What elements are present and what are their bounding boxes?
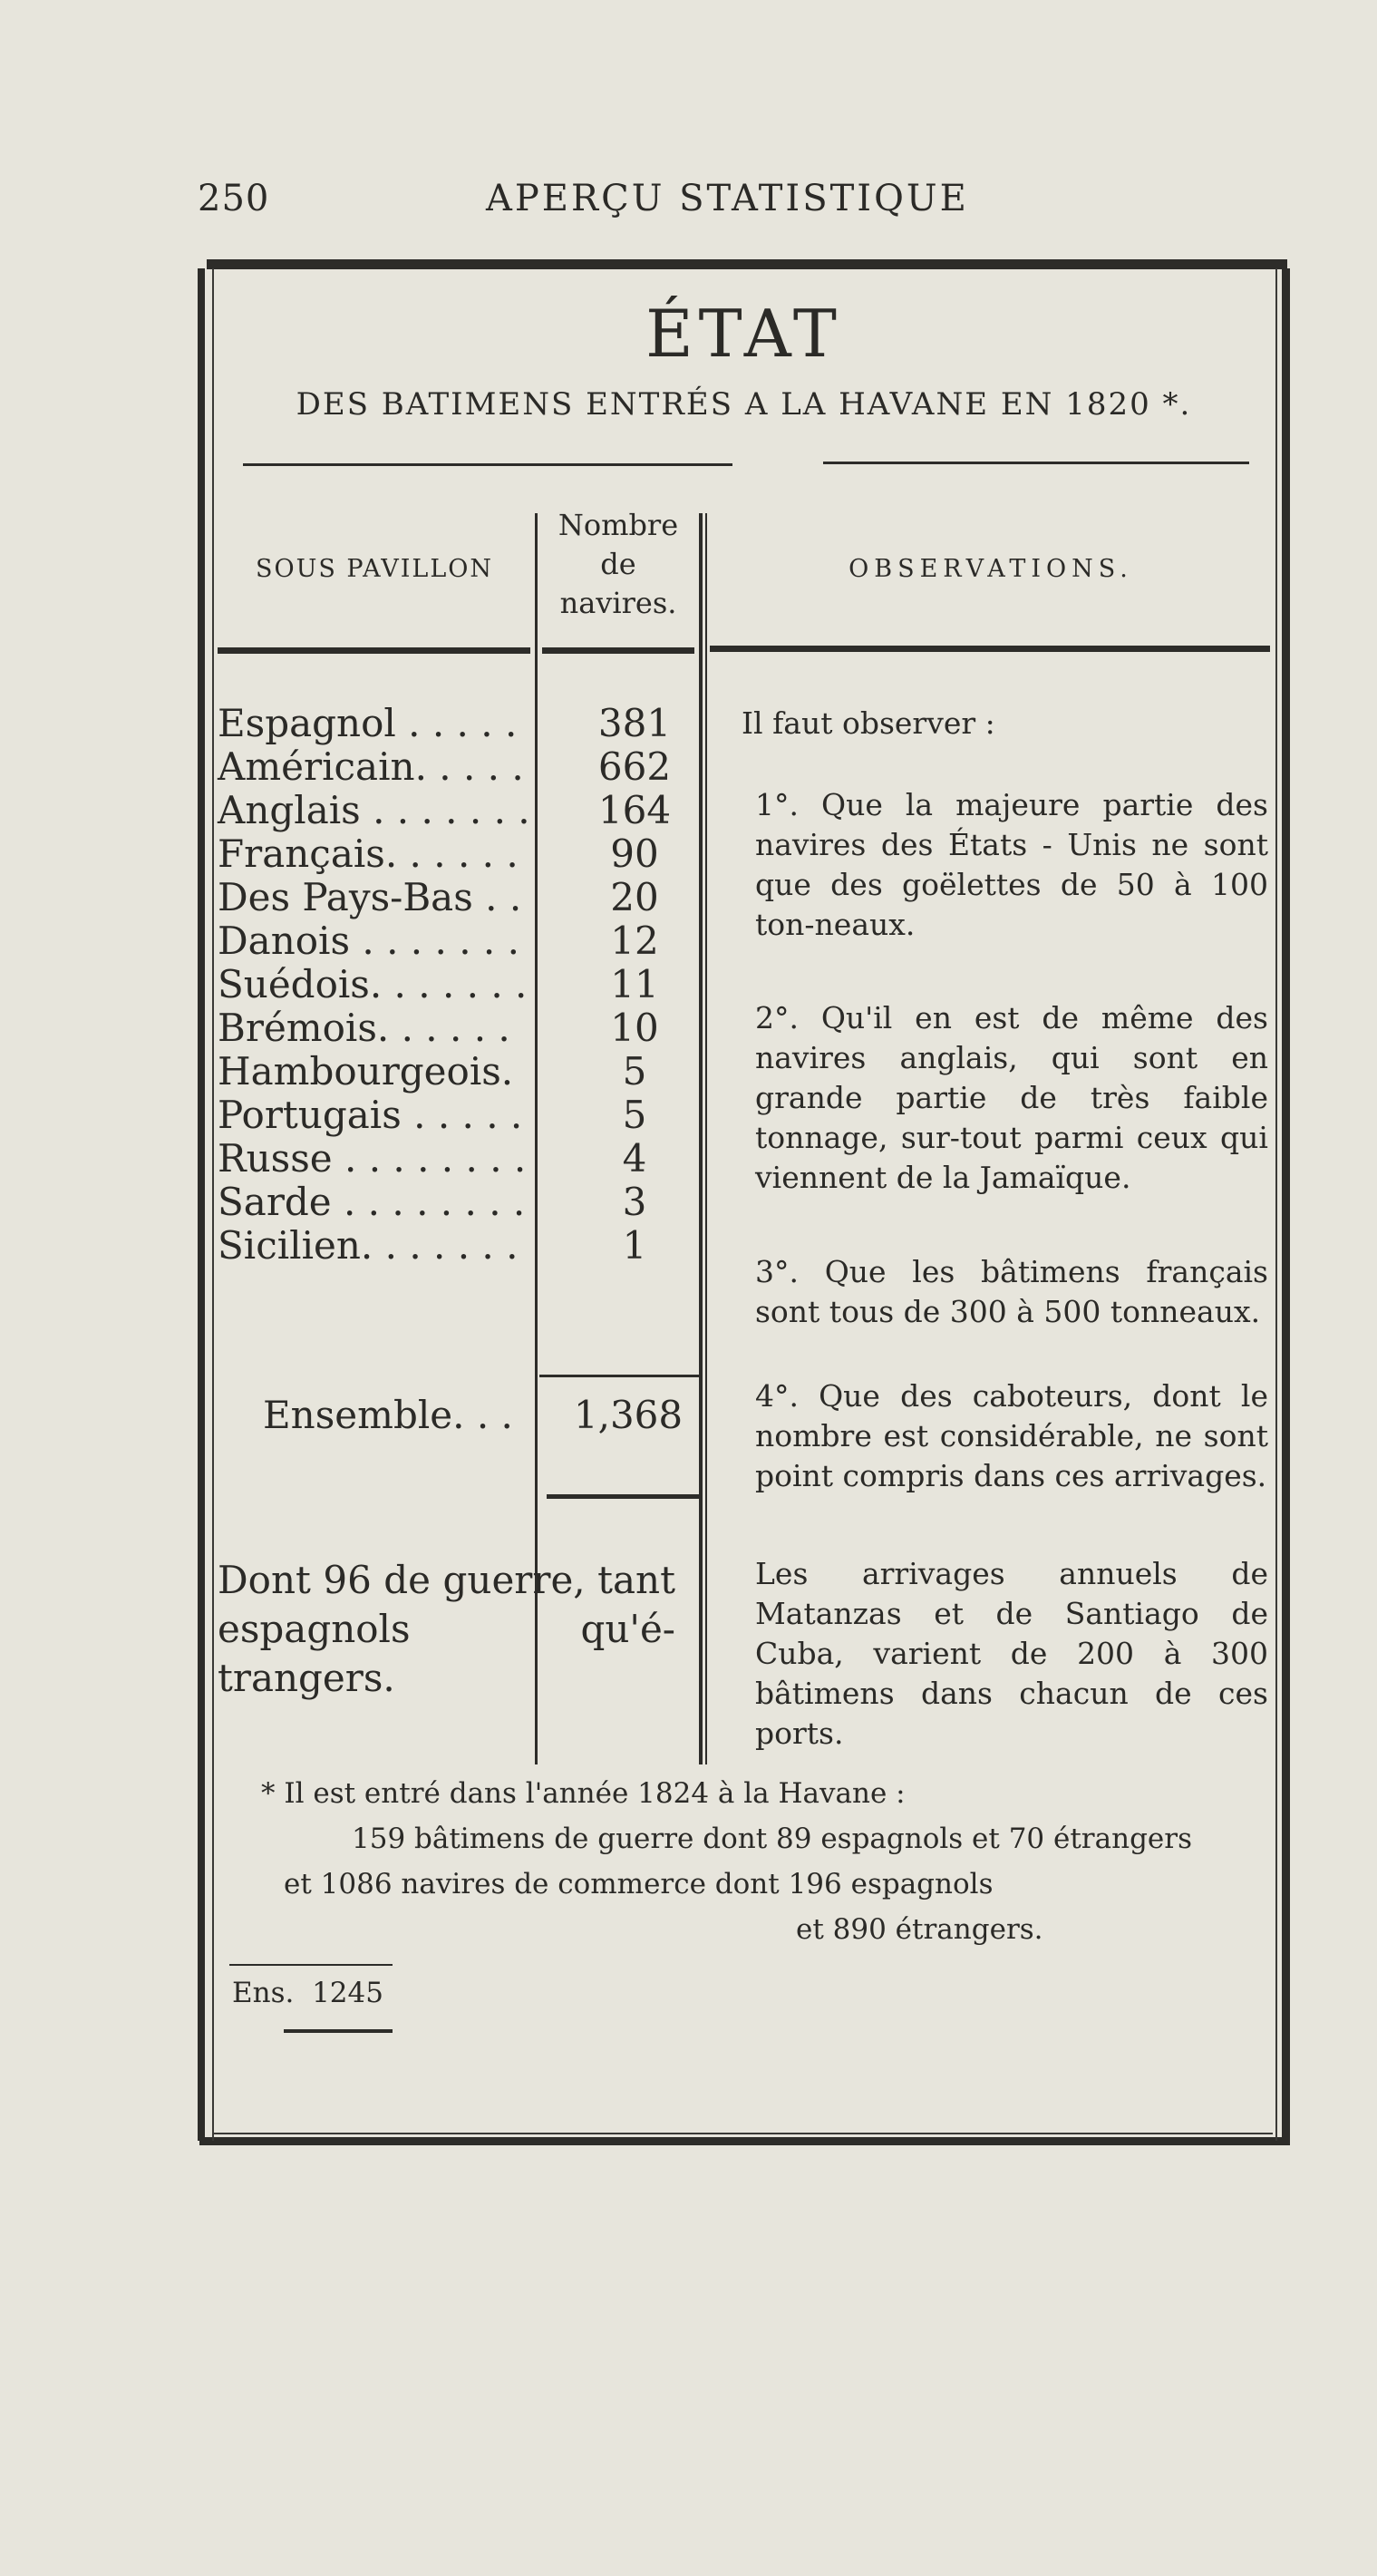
flag-name: Sarde . . . . . . . . xyxy=(218,1180,526,1224)
header-rule-2 xyxy=(542,647,694,654)
table-row xyxy=(218,1181,725,1224)
ship-count: 12 xyxy=(610,919,659,963)
table-row xyxy=(218,1006,725,1050)
header-rule-3 xyxy=(710,646,1270,652)
observation-1 xyxy=(710,785,1268,945)
flag-name: Russe . . . . . . . . xyxy=(218,1136,527,1181)
footnote-total: Ens. 1245 xyxy=(232,1977,383,2009)
footnote-line1: * Il est entré dans l'année 1824 à la Havane : xyxy=(261,1777,906,1810)
footnote-total-rule xyxy=(284,2029,393,2033)
war-ships-note: Dont 96 de guerre, tant espagnols qu'é-trangers. xyxy=(218,1558,675,1700)
table-row xyxy=(218,876,725,919)
footnote-line4: et 890 étrangers. xyxy=(796,1913,1043,1946)
flag-name: Portugais . . . . . xyxy=(218,1093,523,1137)
statistics-table xyxy=(198,259,1290,2145)
table-row xyxy=(218,832,725,876)
observation-5-text: Les arrivages annuels de Matanzas et de Santiago de Cuba, varient de 200 à 300 bâtimens dans chacun de ces ports. xyxy=(755,1556,1268,1751)
table-row xyxy=(218,1224,725,1268)
ship-count: 381 xyxy=(597,701,672,745)
ship-count: 4 xyxy=(622,1136,647,1181)
ship-count: 662 xyxy=(597,744,672,789)
ship-count: 11 xyxy=(610,962,659,1006)
title-rule-left xyxy=(243,463,732,466)
observation-2 xyxy=(710,998,1268,1198)
total-rule-top xyxy=(539,1375,699,1377)
footnote-sum-rule xyxy=(229,1964,393,1966)
flag-name: Suédois. . . . . . . xyxy=(218,962,528,1006)
observation-2-text: 2°. Qu'il en est de même des navires anglais, qui sont en grande partie de très faible tonnage, sur-tout parmi ceux qui viennent de la Jamaïque. xyxy=(755,1000,1268,1195)
ship-count: 20 xyxy=(610,875,659,919)
observation-intro: Il faut observer : xyxy=(742,705,995,741)
flag-name: Américain. . . . . xyxy=(218,744,524,789)
table-row xyxy=(218,702,725,745)
observation-4 xyxy=(710,1376,1268,1496)
flag-name: Hambourgeois. xyxy=(218,1049,514,1094)
header-rule-1 xyxy=(218,647,530,654)
frame-inner-right xyxy=(1275,268,1277,2141)
header-flag: SOUS PAVILLON xyxy=(255,555,494,583)
ship-count: 3 xyxy=(622,1180,647,1224)
running-title: APERÇU STATISTIQUE xyxy=(486,178,969,219)
total-label: Ensemble. . . xyxy=(263,1393,513,1437)
table-row xyxy=(218,1137,725,1181)
frame-border-top xyxy=(207,259,1287,269)
footnote-line2: 159 bâtimens de guerre dont 89 espagnols et 70 étrangers xyxy=(352,1823,1192,1855)
ship-count: 1 xyxy=(622,1223,647,1268)
frame-border-bottom xyxy=(199,2137,1290,2145)
frame-inner-left xyxy=(212,268,214,2141)
frame-border-left xyxy=(198,268,205,2141)
table-row xyxy=(218,919,725,963)
table-row xyxy=(218,745,725,789)
table-row xyxy=(218,963,725,1006)
header-count xyxy=(538,506,699,623)
observation-1-text: 1°. Que la majeure partie des navires des États - Unis ne sont que des goëlettes de 50 à 100 ton-neaux. xyxy=(755,787,1268,942)
total-value: 1,368 xyxy=(573,1393,684,1437)
observation-4-text: 4°. Que des caboteurs, dont le nombre est considérable, ne sont point compris dans ces arrivages. xyxy=(755,1378,1268,1493)
frame-inner-bottom xyxy=(212,2133,1273,2134)
flag-name: Sicilien. . . . . . . xyxy=(218,1223,519,1268)
table-subtitle: DES BATIMENS ENTRÉS A LA HAVANE EN 1820 *. xyxy=(296,386,1192,423)
table-title: ÉTAT xyxy=(645,296,842,372)
observation-3 xyxy=(710,1252,1268,1332)
ship-count: 164 xyxy=(597,788,672,832)
table-row xyxy=(218,1050,725,1094)
table-row xyxy=(218,789,725,832)
frame-border-right xyxy=(1282,268,1290,2143)
header-count-line2: de xyxy=(600,547,636,581)
ship-count: 10 xyxy=(610,1006,659,1050)
footnote-line3: et 1086 navires de commerce dont 196 espagnols xyxy=(284,1868,994,1900)
flag-name: Brémois. . . . . . xyxy=(218,1006,510,1050)
title-rule-right xyxy=(823,462,1249,464)
header-count-line1: Nombre xyxy=(558,508,679,542)
flag-name: Français. . . . . . xyxy=(218,831,519,876)
flag-name: Espagnol . . . . . xyxy=(218,701,518,745)
header-count-line3: navires. xyxy=(559,586,677,620)
ship-count: 5 xyxy=(622,1049,647,1094)
table-row xyxy=(218,1094,725,1137)
page-number: 250 xyxy=(198,178,270,219)
flag-name: Anglais . . . . . . . xyxy=(218,788,530,832)
observation-3-text: 3°. Que les bâtimens français sont tous de 300 à 500 tonneaux. xyxy=(755,1254,1268,1329)
header-observations: OBSERVATIONS. xyxy=(849,555,1133,583)
observation-5 xyxy=(710,1554,1268,1754)
page-header xyxy=(198,178,1104,241)
flag-name: Danois . . . . . . . xyxy=(218,919,519,963)
flag-name: Des Pays-Bas . . xyxy=(218,875,522,919)
total-rule-bottom xyxy=(547,1494,699,1499)
ship-count: 90 xyxy=(610,831,659,876)
ship-count: 5 xyxy=(622,1093,647,1137)
